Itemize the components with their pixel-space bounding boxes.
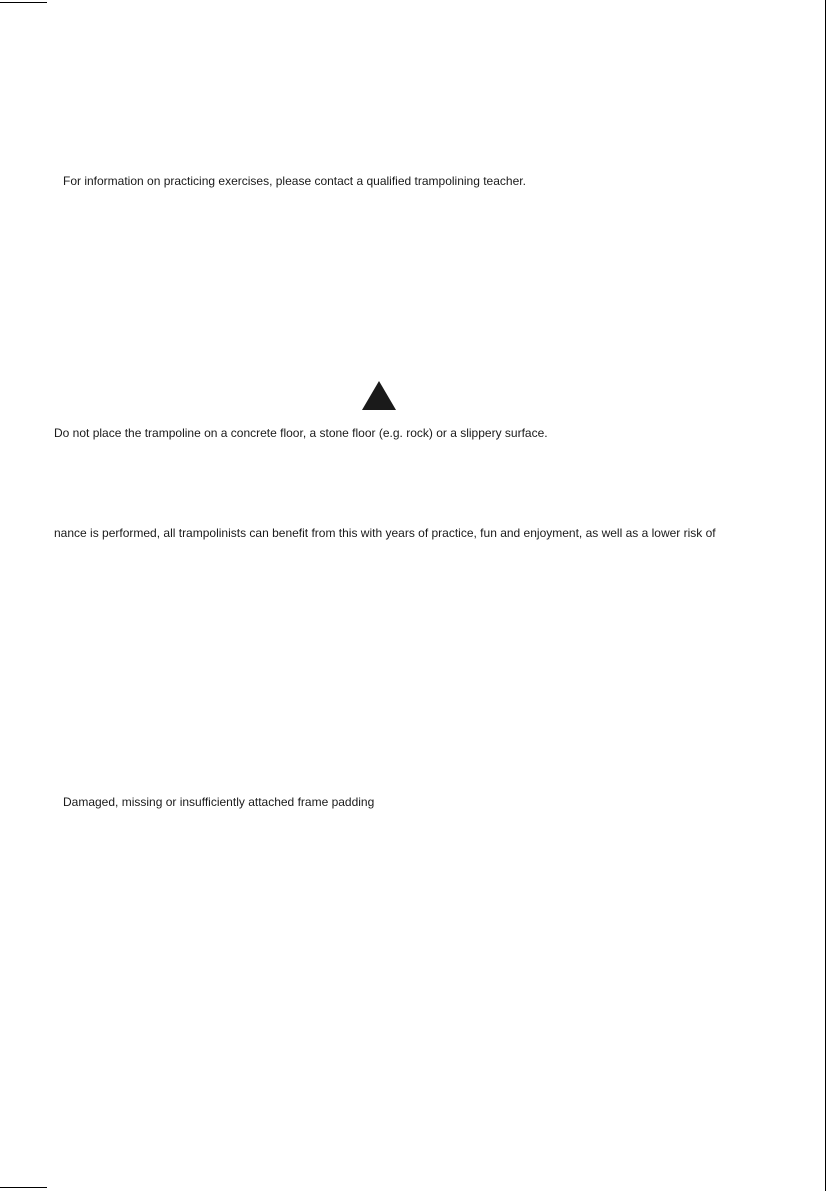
crop-mark-bottom [0, 1187, 47, 1188]
maintenance-fragment-text: nance is performed, all trampolinists can benefit from this with years of practice, fun and enjoyment, as well as a lower risk of [54, 526, 716, 540]
padding-item-text: Damaged, missing or insufficiently attached frame padding [63, 795, 375, 809]
page-edge-rule [825, 0, 826, 1191]
exercises-note-text: For information on practicing exercises, please contact a qualified trampolining teacher. [63, 174, 526, 188]
warning-triangle-icon [361, 380, 397, 411]
crop-mark-top [0, 2, 47, 3]
floor-warning-text: Do not place the trampoline on a concrete floor, a stone floor (e.g. rock) or a slippery surface. [54, 426, 548, 440]
